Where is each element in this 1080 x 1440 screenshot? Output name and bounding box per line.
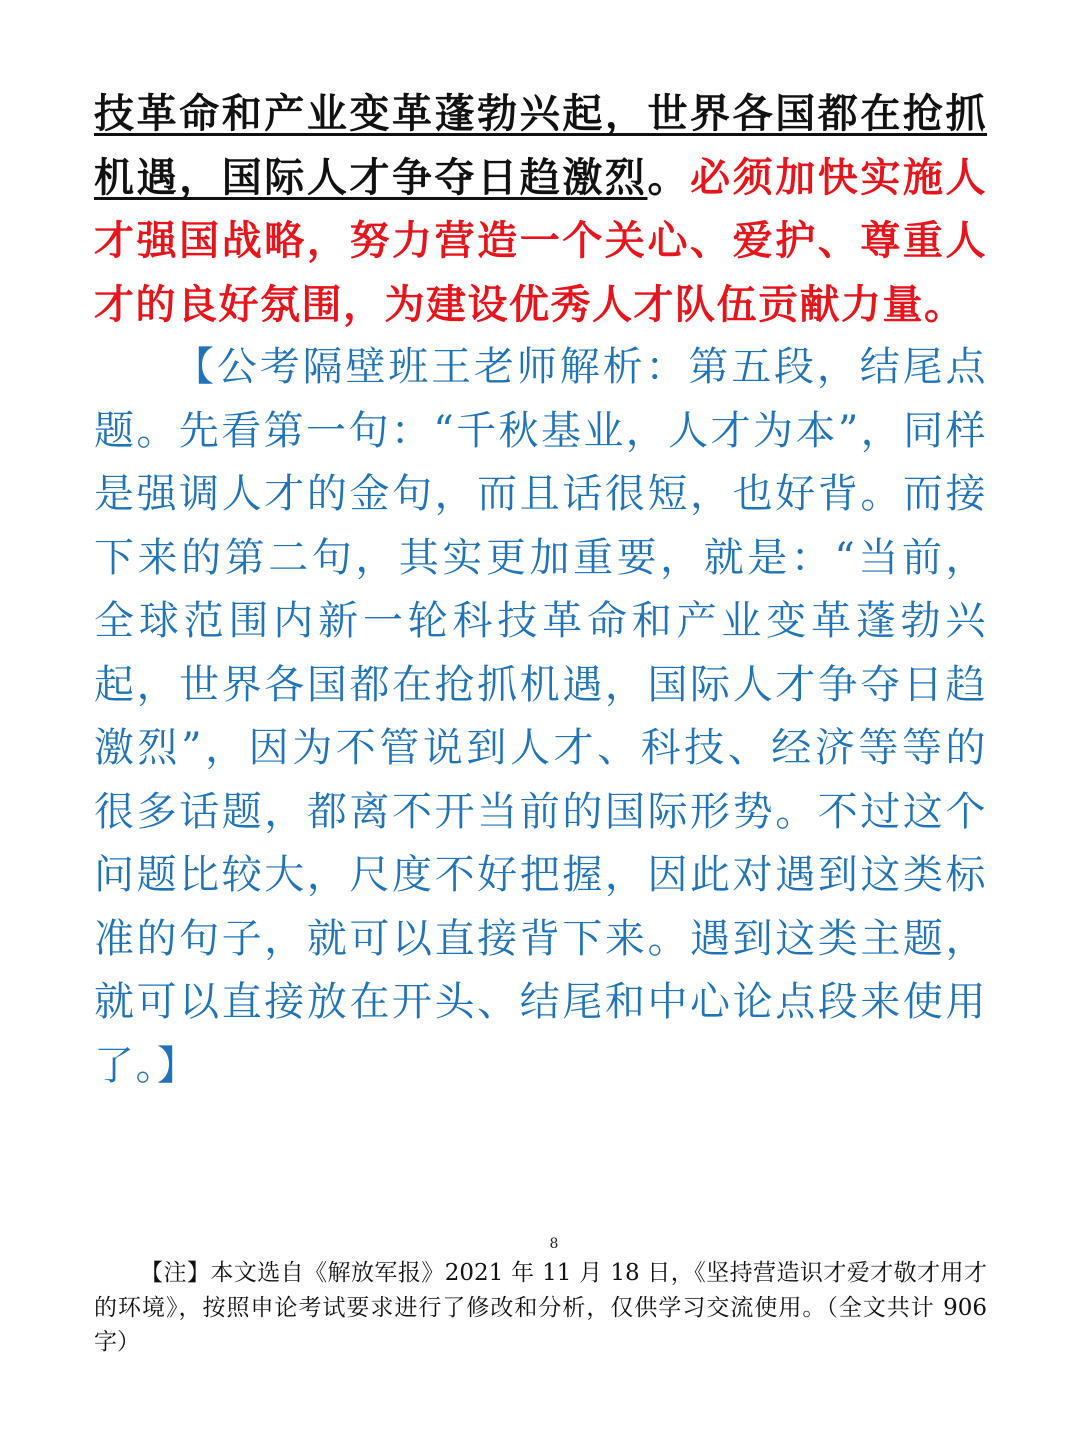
underlined-lead-text: 技革命和产业变革蓬勃兴起，世界各国都在抢抓机遇，国际人才争夺日趋激烈 xyxy=(94,90,987,201)
footnote xyxy=(94,1256,987,1360)
teacher-analysis-paragraph: 【公考隔壁班王老师解析：第五段，结尾点题。先看第一句：“千秋基业，人才为本”，同样是强调人才的金句，而且话很短，也好背。而接下来的第二句，其实更加重要，就是：“当前，全球范围内新一轮科技革命和产业变革蓬勃兴起，世界各国都在抢抓机遇，国际人才争夺日趋激烈”，因为不管说到人才、科技、经济等等的很多话题，都离不开当前的国际形势。不过这个问题比较大，尺度不好把握，因此对遇到这类标准的句子，就可以直接背下来。遇到这类主题，就可以直接放在开头、结尾和中心论点段来使用了。】 xyxy=(94,344,987,1089)
red-highlight-text: 必须加快实施人才强国战略，努力营造一个关心、爱护、尊重人才的良好氛围，为建设优秀人才队伍贡献力量。 xyxy=(94,153,988,328)
conclusion-paragraph xyxy=(94,82,987,336)
main-text-block xyxy=(94,82,987,1098)
page-number: 8 xyxy=(549,1236,559,1252)
footnote-text: 【注】本文选自《解放军报》2021 年 11 月 18 日，《坚持营造识才爱才敬才用才的环境》，按照申论考试要求进行了修改和分析，仅供学习交流使用。（全文共计 906 字） xyxy=(94,1260,987,1355)
lead-period: 。 xyxy=(647,153,691,201)
